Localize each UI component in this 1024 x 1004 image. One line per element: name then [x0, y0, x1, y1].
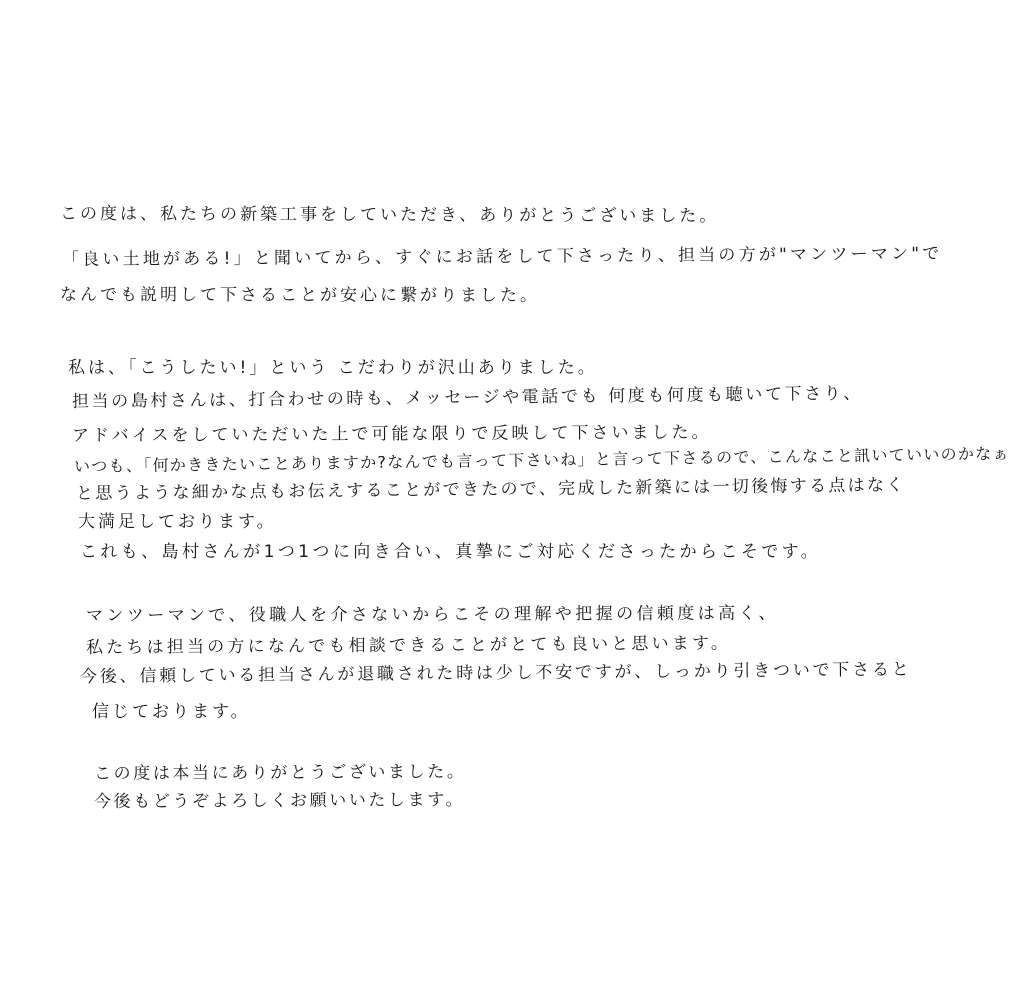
letter-line: 大満足しております。 [78, 512, 277, 532]
letter-line: この度は本当にありがとうございました。 [93, 762, 467, 784]
letter-line: 「良い土地がある!」と聞いてから、すぐにお話をして下さったり、担当の方が"マンツーマン"で [61, 243, 943, 270]
letter-line: 担当の島村さんは、打合わせの時も、メッセージや電話でも 何度も何度も聴いて下さり、 [71, 383, 864, 412]
letter-line: 私たちは担当の方になんでも相談できることがとても良いと思います。 [85, 633, 732, 658]
letter-line: いつも、「何かききたいことありますか?なんでも言って下さいね」と言って下さるので、こんなこと訊いていいのかなぁ [73, 443, 1010, 476]
letter-line: と思うような細かな点もお伝えすることができたので、完成した新築には一切後悔する点はなく [75, 475, 906, 504]
letter-line: 信じております。 [92, 702, 251, 722]
letter-line: アドバイスをしていただいた上で可能な限りで反映して下さいました。 [71, 422, 712, 446]
letter-line: 私は、「こうしたい!」という こだわりが沢山ありました。 [68, 358, 598, 378]
letter-line: これも、島村さんが1つ1つに向き合い、真摯にご対応くださったからこそです。 [80, 542, 822, 562]
letter-line: 今後、信頼している担当さんが退職された時は少し不安ですが、しっかり引きついで下さると [79, 659, 912, 687]
letter-line: マンツーマンで、役職人を介さないからこその理解や把握の信頼度は高く、 [85, 603, 779, 626]
letter-line: なんでも説明して下さることが安心に繋がりました。 [59, 285, 541, 306]
letter-line: この度は、私たちの新築工事をしていただき、ありがとうございました。 [59, 204, 720, 227]
letter-line: 今後もどうぞよろしくお願いいたします。 [93, 790, 466, 812]
